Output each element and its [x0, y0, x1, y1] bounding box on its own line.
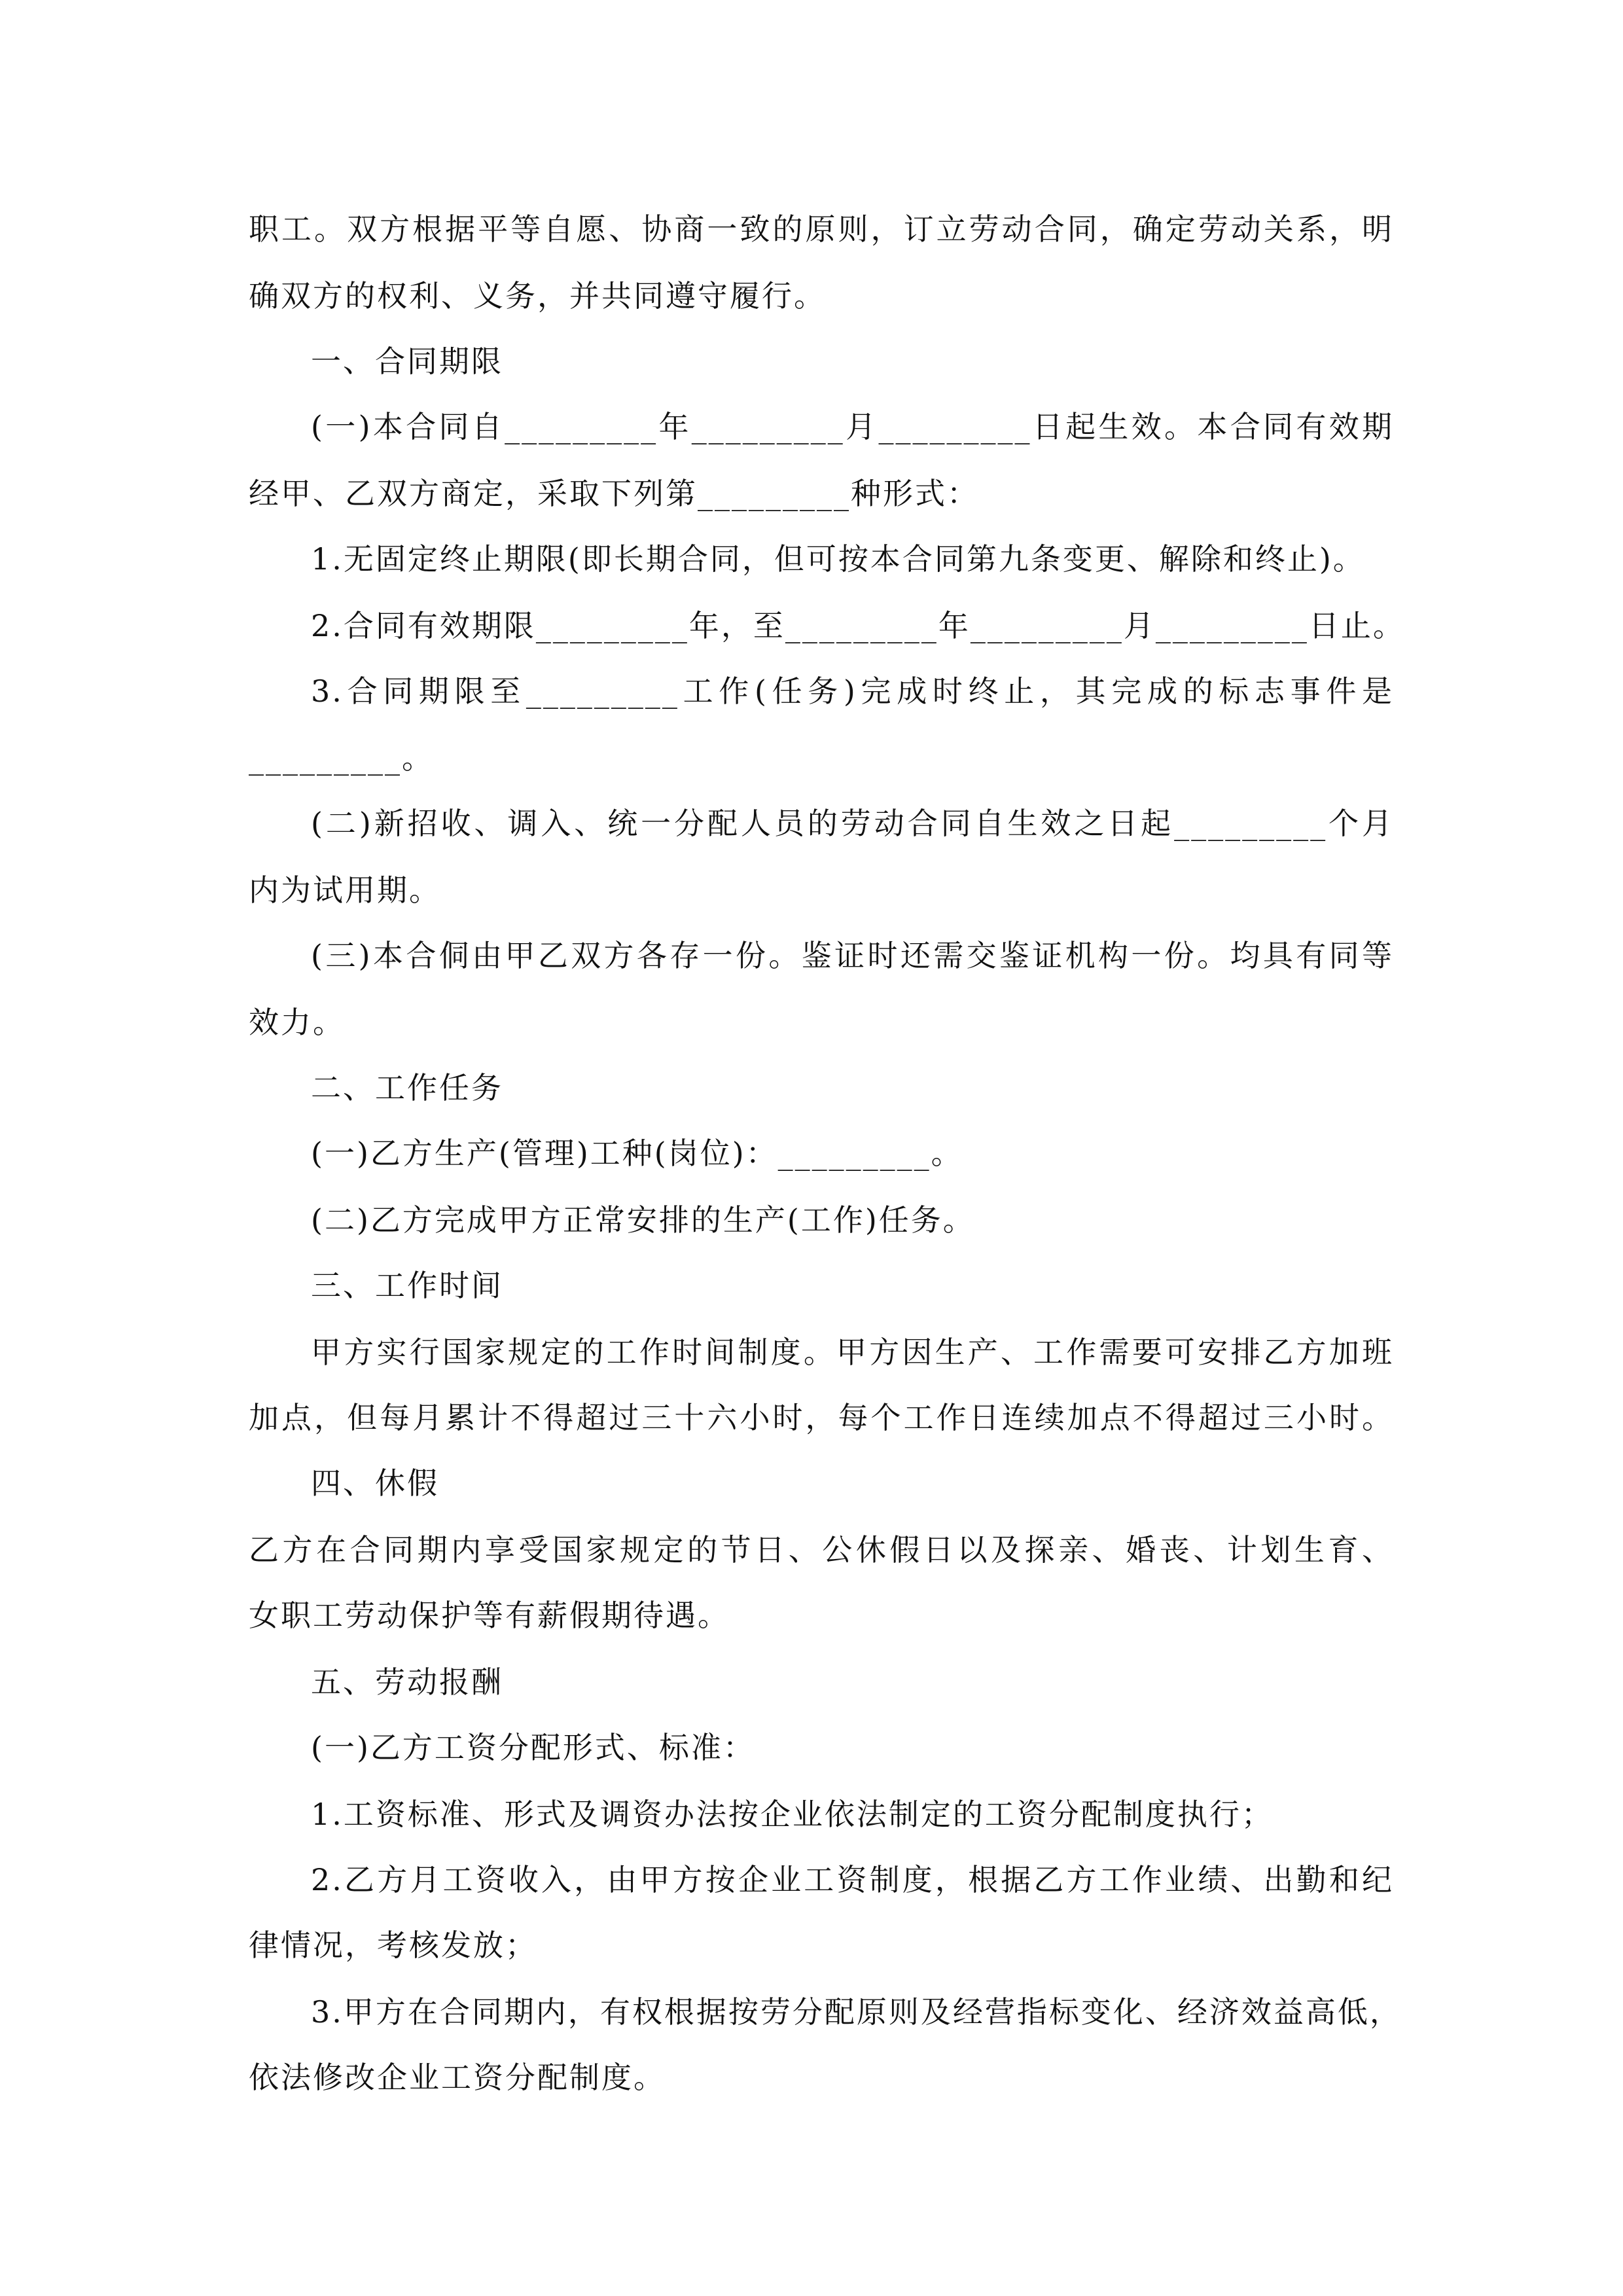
paragraph-line: 乙方在合同期内享受国家规定的节日、公休假日以及探亲、婚丧、计划生育、: [249, 1532, 1394, 1568]
paragraph-line: 加点，但每月累计不得超过三十六小时，每个工作日连续加点不得超过三小时。: [249, 1400, 1394, 1435]
section-heading: 二、工作任务: [311, 1070, 503, 1105]
section-heading: 三、工作时间: [311, 1268, 503, 1303]
section-heading: 五、劳动报酬: [311, 1664, 503, 1700]
list-item: 3.甲方在合同期内，有权根据按劳分配原则及经营指标变化、经济效益高低，: [311, 1994, 1402, 2030]
paragraph-line: (一)乙方生产(管理)工种(岗位)：_________。: [311, 1136, 963, 1171]
section-heading: 一、合同期限: [311, 344, 503, 379]
paragraph-line: 依法修改企业工资分配制度。: [249, 2060, 666, 2095]
paragraph-line: (一)本合同自_________年_________月_________日起生效。本合同有效期: [311, 409, 1394, 444]
section-heading: 四、休假: [311, 1465, 439, 1501]
paragraph-line: 职工。双方根据平等自愿、协商一致的原则，订立劳动合同，确定劳动关系，明: [249, 211, 1394, 247]
paragraph-line: 甲方实行国家规定的工作时间制度。甲方因生产、工作需要可安排乙方加班: [311, 1335, 1394, 1370]
list-item: 1.无固定终止期限(即长期合同，但可按本合同第九条变更、解除和终止)。: [311, 541, 1365, 577]
list-item: 3.合同期限至_________工作(任务)完成时终止，其完成的标志事件是: [311, 673, 1394, 709]
list-item: 2.乙方月工资收入，由甲方按企业工资制度，根据乙方工作业绩、出勤和纪: [311, 1862, 1394, 1897]
paragraph-line: 女职工劳动保护等有薪假期待遇。: [249, 1598, 730, 1633]
paragraph-line: 效力。: [249, 1005, 345, 1040]
list-item: 1.工资标准、形式及调资办法按企业依法制定的工资分配制度执行；: [311, 1797, 1274, 1832]
paragraph-line: _________。: [249, 740, 434, 776]
paragraph-line: 经甲、乙双方商定，采取下列第_________种形式：: [249, 476, 979, 511]
paragraph-line: (三)本合侗由甲乙双方各存一份。鉴证时还需交鉴证机构一份。均具有同等: [311, 938, 1394, 973]
paragraph-line: 内为试用期。: [249, 872, 441, 908]
list-item: 2.合同有效期限_________年，至_________年_________月_________日止。: [311, 608, 1405, 643]
paragraph-line: (二)乙方完成甲方正常安排的生产(工作)任务。: [311, 1202, 975, 1238]
paragraph-line: 确双方的权利、义务，并共同遵守履行。: [249, 278, 826, 314]
paragraph-line: 律情况，考核发放；: [249, 1928, 537, 1963]
paragraph-line: (一)乙方工资分配形式、标准：: [311, 1730, 755, 1765]
paragraph-line: (二)新招收、调入、统一分配人员的劳动合同自生效之日起_________个月: [311, 806, 1394, 841]
